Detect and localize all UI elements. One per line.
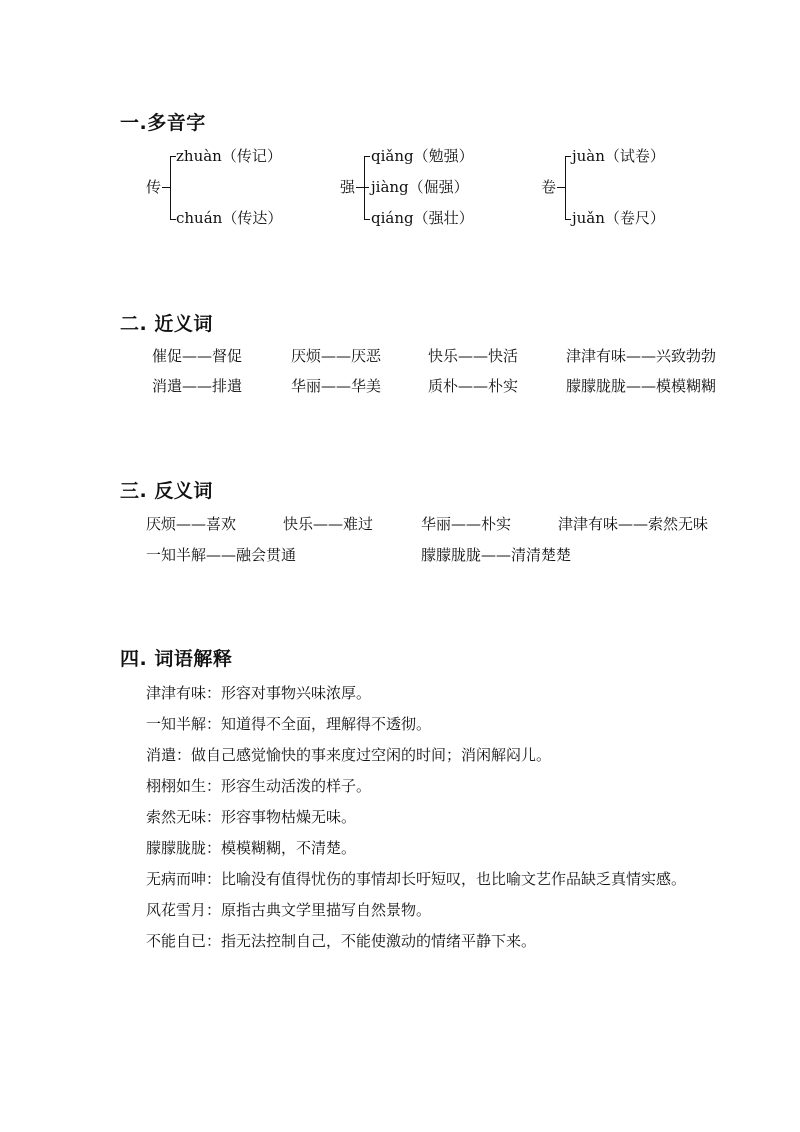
polyphone-reading: chuán（传达） xyxy=(176,209,283,227)
polyphone-char: 强 xyxy=(340,178,356,196)
synonym-pair: 催促——督促 xyxy=(152,347,243,365)
section-heading-synonyms: 二. 近义词 xyxy=(120,313,213,335)
polyphone-reading: qiǎng（勉强） xyxy=(371,147,474,165)
polyphone-reading: juàn（试卷） xyxy=(572,147,665,165)
antonym-pair: 朦朦胧胧——清清楚楚 xyxy=(421,546,572,564)
section-heading-definitions: 四. 词语解释 xyxy=(120,648,233,670)
definition-item: 消遣：做自己感觉愉快的事来度过空闲的时间；消闲解闷儿。 xyxy=(146,746,552,764)
definition-item: 津津有味：形容对事物兴味浓厚。 xyxy=(146,684,372,702)
antonym-pair: 华丽——朴实 xyxy=(421,515,512,533)
definition-item: 无病而呻：比喻没有值得忧伤的事情却长吁短叹，也比喻文艺作品缺乏真情实感。 xyxy=(146,870,687,888)
antonym-pair: 一知半解——融会贯通 xyxy=(146,546,297,564)
polyphone-reading: zhuàn（传记） xyxy=(176,147,282,165)
synonym-pair: 快乐——快活 xyxy=(428,347,519,365)
polyphone-reading: jiàng（倔强） xyxy=(371,178,469,196)
definition-item: 不能自已：指无法控制自己，不能使激动的情绪平静下来。 xyxy=(146,932,537,950)
definition-item: 朦朦胧胧：模模糊糊，不清楚。 xyxy=(146,839,357,857)
antonym-pair: 津津有味——索然无味 xyxy=(558,515,709,533)
bracket-connector xyxy=(356,187,364,188)
bracket-mid-tick xyxy=(364,187,369,188)
polyphone-char: 传 xyxy=(146,178,162,196)
antonym-pair: 快乐——难过 xyxy=(283,515,374,533)
polyphone-reading: juǎn（卷尺） xyxy=(572,209,665,227)
bracket xyxy=(565,156,571,220)
bracket-connector xyxy=(162,187,170,188)
definition-item: 风花雪月：原指古典文学里描写自然景物。 xyxy=(146,901,432,919)
synonym-pair: 消遣——排遣 xyxy=(152,377,243,395)
bracket xyxy=(364,156,370,220)
definition-item: 栩栩如生：形容生动活泼的样子。 xyxy=(146,777,372,795)
section-heading-antonyms: 三. 反义词 xyxy=(120,480,213,502)
polyphone-reading: qiáng（强壮） xyxy=(371,209,474,227)
bracket-connector xyxy=(557,187,565,188)
synonym-pair: 厌烦——厌恶 xyxy=(291,347,382,365)
synonym-pair: 津津有味——兴致勃勃 xyxy=(566,347,717,365)
synonym-pair: 朦朦胧胧——模模糊糊 xyxy=(566,377,717,395)
antonym-pair: 厌烦——喜欢 xyxy=(146,515,237,533)
synonym-pair: 质朴——朴实 xyxy=(428,377,519,395)
synonym-pair: 华丽——华美 xyxy=(291,377,382,395)
polyphone-char: 卷 xyxy=(541,178,557,196)
definition-item: 索然无味：形容事物枯燥无味。 xyxy=(146,808,357,826)
section-heading-polyphone: 一.多音字 xyxy=(120,112,206,134)
definition-item: 一知半解：知道得不全面，理解得不透彻。 xyxy=(146,715,432,733)
